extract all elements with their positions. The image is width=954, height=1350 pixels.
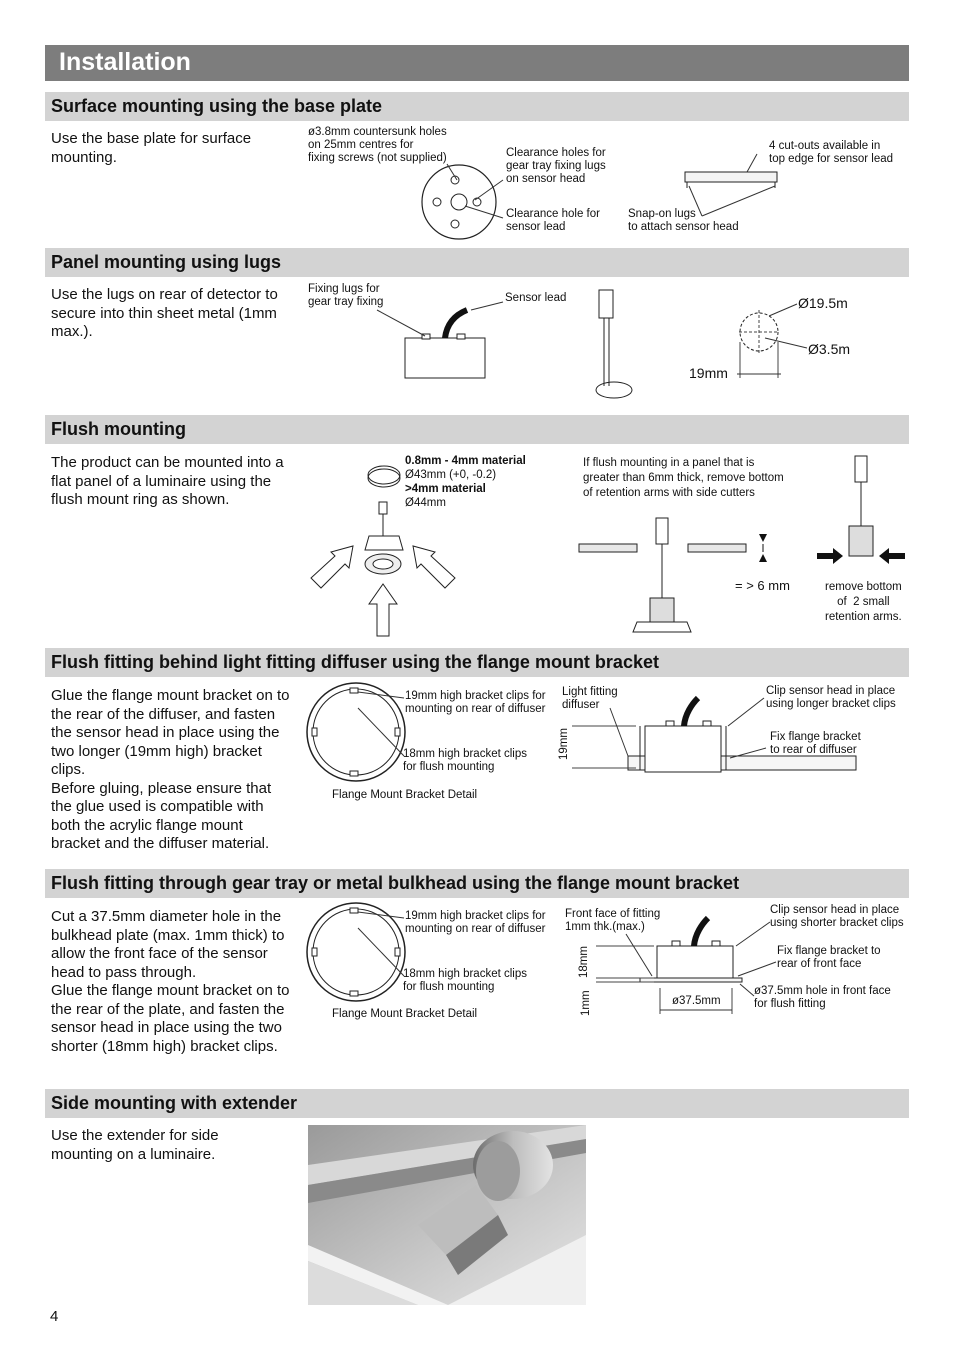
label-clips-18: 18mm high bracket clips for flush mounting (403, 748, 527, 773)
label-dia-thick: Ø44mm (405, 497, 446, 509)
panel-diagram (307, 282, 907, 408)
label-fix-front: Fix flange bracket to rear of front face (777, 945, 881, 970)
surface-body: Use the base plate for surface mounting. (51, 130, 252, 166)
label-height-1: 1mm (580, 990, 592, 1016)
panel-body: Use the lugs on rear of detector to secure into thin sheet metal (1mm max.). (51, 286, 278, 340)
label-gt-clips-19: 19mm high bracket clips for mounting on rear of diffuser (405, 910, 546, 935)
label-cutouts: 4 cut-outs available in top edge for sensor lead (769, 140, 894, 165)
geartray-diagram (300, 900, 910, 1030)
label-dia-small: Ø3.5m (808, 341, 851, 357)
label-snap-lugs: Snap-on lugs to attach sensor head (628, 208, 739, 233)
label-sensor-lead: Sensor lead (505, 292, 567, 304)
label-gt-dia: ø37.5mm (672, 995, 721, 1007)
page-number: 4 (50, 1308, 59, 1325)
label-clip-longer: Clip sensor head in place using longer bracket clips (766, 685, 896, 710)
label-material-thin: 0.8mm - 4mm material (405, 455, 526, 467)
label-clips-19: 19mm high bracket clips for mounting on rear of diffuser (405, 690, 546, 715)
label-clearance-lugs: Clearance holes for gear tray fixing lugs on sensor head (506, 147, 606, 185)
section-heading-flush: Flush mounting (45, 415, 909, 444)
side-mount-photo (308, 1125, 586, 1305)
label-hole: ø37.5mm hole in front face for flush fitting (754, 985, 891, 1010)
label-height-18: 18mm (578, 946, 590, 978)
flush-diagram (307, 450, 907, 640)
label-bracket-detail: Flange Mount Bracket Detail (332, 789, 478, 801)
label-holes: ø3.8mm countersunk holes on 25mm centres for fixing screws (not supplied) (308, 126, 447, 164)
label-dia-large: Ø19.5m (798, 295, 848, 311)
surface-diagram (307, 124, 907, 242)
label-thick-panel-note: If flush mounting in a panel that is greater than 6mm thick, remove bottom of retention arms with side cutters (583, 457, 784, 499)
label-clip-shorter: Clip sensor head in place using shorter bracket clips (770, 904, 904, 929)
section-heading-panel: Panel mounting using lugs (45, 248, 909, 277)
label-clearance-lead: Clearance hole for sensor lead (506, 208, 600, 233)
section-heading-surface: Surface mounting using the base plate (45, 92, 909, 121)
label-gt-clips-18: 18mm high bracket clips for flush mounting (403, 968, 527, 993)
diffuser-diagram (300, 680, 910, 810)
label-light-diffuser: Light fitting diffuser (562, 686, 618, 711)
section-heading-side: Side mounting with extender (45, 1089, 909, 1118)
label-gt-bracket-detail: Flange Mount Bracket Detail (332, 1008, 478, 1020)
flush-body: The product can be mounted into a flat panel of a luminaire using the flush mount ring as shown. (51, 454, 284, 508)
label-front-face: Front face of fitting 1mm thk.(max.) (565, 908, 661, 933)
page-title: Installation (59, 48, 191, 76)
label-material-thick: >4mm material (405, 483, 486, 495)
label-remove-note: remove bottom of 2 small retention arms. (825, 581, 902, 623)
label-dia-thin: Ø43mm (+0, -0.2) (405, 469, 497, 481)
section-heading-diffuser: Flush fitting behind light fitting diffuser using the flange mount bracket (45, 648, 909, 677)
extender-photo-drawing (308, 1125, 586, 1305)
diffuser-body: Glue the flange mount bracket on to the rear of the diffuser, and fasten the sensor head in place using the two longer (19mm high) bracket clips. Before gluing, please ensure that the glue used is compatible with both the acrylic flange mount bracket and the diffuser material. (51, 687, 290, 852)
label-fixing-lugs: Fixing lugs for gear tray fixing (308, 283, 384, 308)
geartray-body: Cut a 37.5mm diameter hole in the bulkhead plate (max. 1mm thick) to allow the front face of the sensor head to pass through. Glue the flange mount bracket on to the rear of the plate, and fasten the sensor head in place using the two shorter (18mm high) bracket clips. (51, 908, 290, 1055)
label-fix-diffuser: Fix flange bracket to rear of diffuser (770, 731, 861, 756)
label-height-19: 19mm (558, 728, 570, 760)
section-heading-geartray: Flush fitting through gear tray or metal bulkhead using the flange mount bracket (45, 869, 909, 898)
page-title-bar (45, 45, 909, 81)
label-thickness: = > 6 mm (735, 578, 790, 593)
side-body: Use the extender for side mounting on a luminaire. (51, 1127, 219, 1163)
label-depth: 19mm (689, 365, 728, 381)
